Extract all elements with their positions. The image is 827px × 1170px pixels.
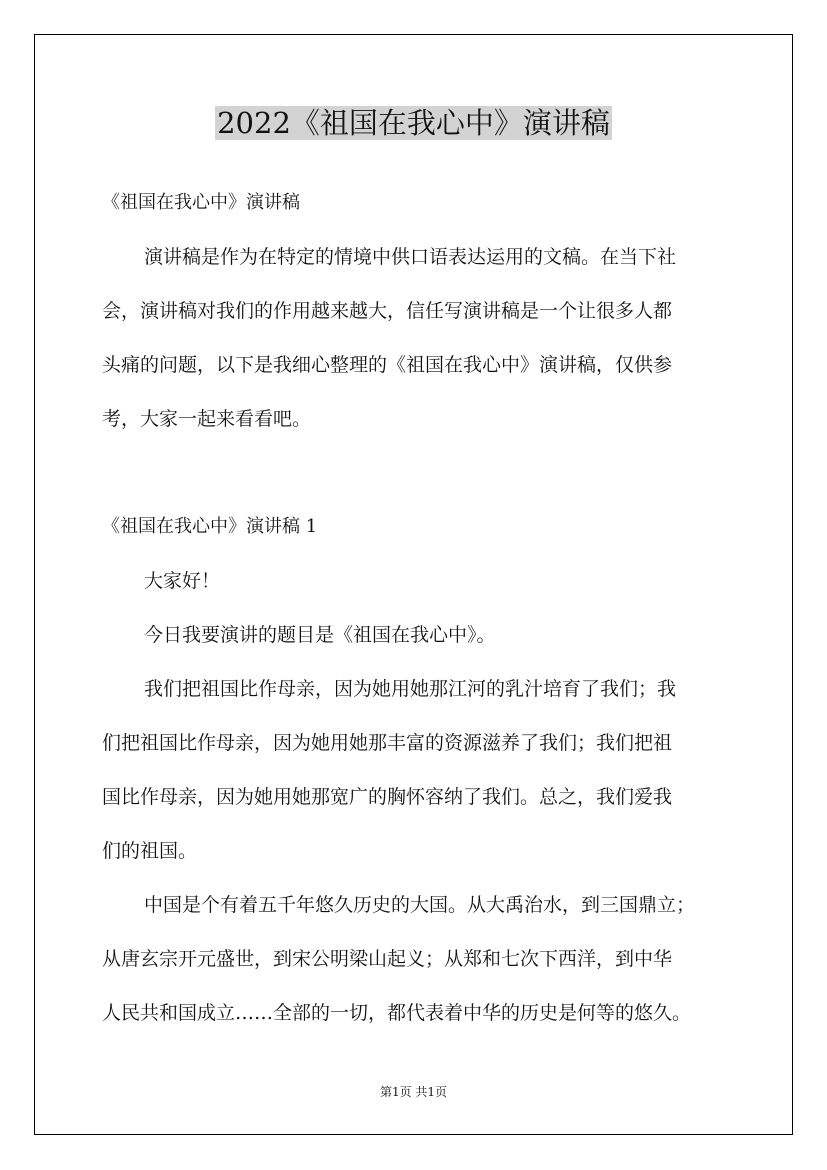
para1-line-4: 们的祖国。	[102, 840, 198, 862]
greeting-line: 大家好！	[144, 570, 221, 592]
section-heading: 《祖国在我心中》演讲稿 1	[102, 516, 318, 537]
intro-line-1: 演讲稿是作为在特定的情境中供口语表达运用的文稿。在当下社	[144, 246, 677, 268]
para1-line-2: 们把祖国比作母亲，因为她用她那丰富的资源滋养了我们；我们把祖	[102, 732, 673, 754]
topic-line: 今日我要演讲的题目是《祖国在我心中》。	[144, 624, 496, 646]
para2-line-2: 从唐玄宗开元盛世，到宋公明梁山起义；从郑和七次下西洋，到中华	[102, 948, 673, 970]
para1-line-1: 我们把祖国比作母亲，因为她用她那江河的乳汁培育了我们；我	[144, 678, 677, 700]
intro-line-3: 头痛的问题，以下是我细心整理的《祖国在我心中》演讲稿，仅供参	[102, 354, 673, 376]
intro-heading: 《祖国在我心中》演讲稿	[102, 192, 300, 213]
para1-line-3: 国比作母亲，因为她用她那宽广的胸怀容纳了我们。总之，我们爱我	[102, 786, 673, 808]
intro-line-2: 会，演讲稿对我们的作用越来越大，信任写演讲稿是一个让很多人都	[102, 300, 673, 322]
page-footer: 第1页 共1页	[379, 1085, 448, 1099]
document-title	[0, 102, 827, 144]
document-body	[102, 176, 732, 1040]
para2-line-1: 中国是个有着五千年悠久历史的大国。从大禹治水，到三国鼎立；	[144, 894, 696, 916]
document-title-text: 2022《祖国在我心中》演讲稿	[217, 106, 610, 140]
para2-line-3: 人民共和国成立……全部的一切，都代表着中华的历史是何等的悠久。	[102, 1002, 692, 1024]
paragraph-gap	[102, 446, 732, 500]
intro-line-4: 考，大家一起来看看吧。	[102, 408, 312, 430]
